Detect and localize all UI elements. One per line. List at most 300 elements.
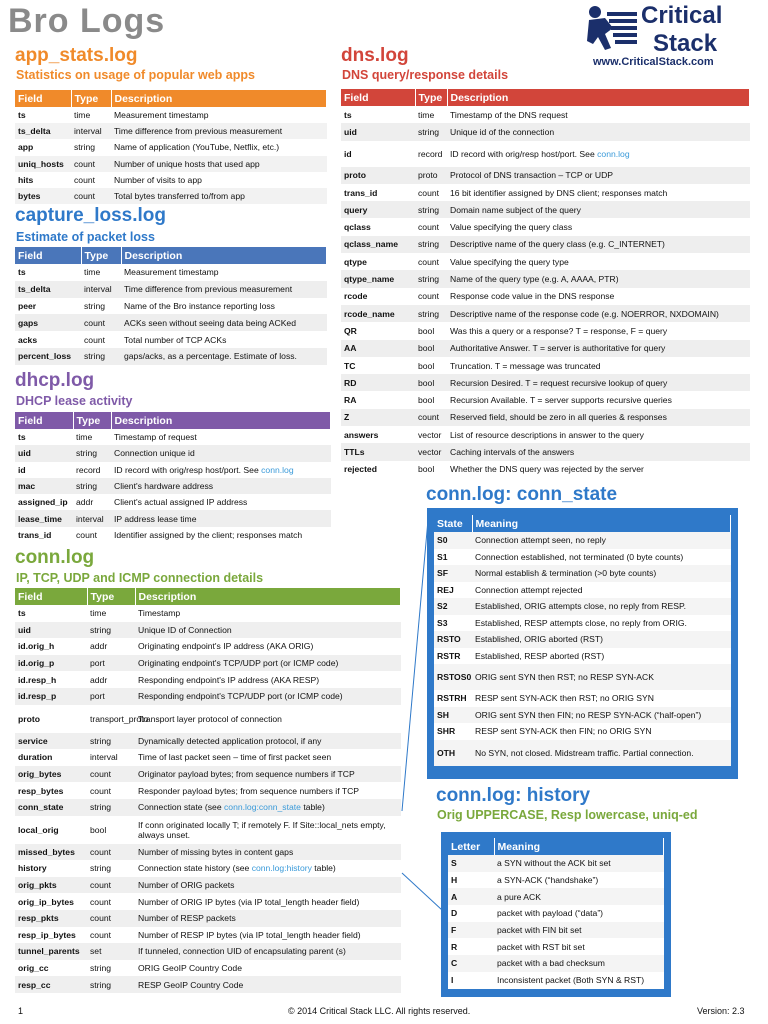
description-cell — [135, 960, 401, 977]
type-cell: string — [81, 348, 121, 365]
description-cell — [447, 167, 750, 184]
logo-word-critical: Critical — [641, 2, 723, 29]
field-cell: qtype_name — [341, 270, 415, 287]
type-cell: count — [418, 256, 440, 267]
field-cell: I — [448, 972, 494, 989]
type-cell: count — [76, 529, 98, 540]
type-cell: interval — [81, 281, 121, 298]
field-cell: rcode_name — [341, 305, 415, 322]
type-cell: addr — [90, 641, 108, 652]
description-text: Total number of TCP ACKs — [124, 334, 227, 345]
table-row — [15, 893, 401, 910]
conn-subtitle: IP, TCP, UDP and ICMP connection details — [16, 571, 264, 585]
description-cell — [447, 357, 750, 374]
type-cell: bool — [415, 340, 447, 357]
description-cell — [447, 218, 750, 235]
table-row — [341, 123, 750, 140]
table-row — [15, 462, 331, 478]
table-row — [15, 188, 327, 204]
description-cell — [111, 107, 327, 123]
description-cell — [447, 426, 750, 443]
description-text: Number of ORIG packets — [138, 880, 235, 891]
field-cell: uid — [15, 445, 73, 461]
field-cell: uniq_hosts — [15, 156, 71, 172]
type-cell: string — [90, 863, 112, 874]
field-cell: RSTR — [434, 648, 472, 665]
description-cell — [135, 733, 401, 750]
type-cell: vector — [415, 443, 447, 460]
type-cell: string — [87, 799, 135, 816]
description-text: Name of application (YouTube, Netflix, etc.) — [114, 142, 280, 153]
description-text: ORIG sent SYN then FIN; no RESP SYN-ACK (“half-open”) — [475, 709, 702, 720]
description-text: List of resource descriptions in answer to the query — [450, 429, 644, 440]
description-text: Client's hardware address — [114, 481, 214, 492]
field-cell: conn_state — [15, 799, 87, 816]
field-cell: ts — [18, 432, 26, 443]
description-cell — [447, 391, 750, 408]
field-cell: TTLs — [341, 443, 415, 460]
description-text: a SYN without the ACK bit set — [497, 858, 611, 869]
type-cell: count — [84, 334, 106, 345]
field-cell: query — [341, 201, 415, 218]
table-row — [15, 749, 401, 766]
description-text: Name of the query type (e.g. A, AAAA, PTR) — [450, 274, 619, 285]
description-cell — [494, 855, 664, 872]
table-row — [15, 782, 401, 799]
col-header: Meaning — [472, 515, 731, 532]
description-text: packet with RST bit set — [497, 941, 585, 952]
col-header: Field — [15, 90, 71, 107]
table-row — [341, 305, 750, 322]
connector-lines — [400, 500, 440, 920]
description-text: 16 bit identifier assigned by DNS client; responses match — [450, 187, 668, 198]
col-header: Description — [135, 588, 401, 605]
description-cell — [447, 141, 750, 167]
app-stats-table — [15, 90, 327, 204]
col-header: Description — [111, 412, 331, 429]
description-cell — [135, 688, 401, 705]
field-cell: RSTO — [434, 631, 472, 648]
table-row — [434, 615, 731, 632]
description-text: Value specifying the query type — [450, 256, 569, 267]
type-cell: interval — [90, 752, 118, 763]
table-row — [15, 139, 327, 155]
type-cell: count — [90, 785, 112, 796]
col-header: State — [434, 515, 472, 532]
table-row — [341, 391, 750, 408]
dhcp-title: dhcp.log — [15, 370, 95, 391]
description-cell — [135, 877, 401, 894]
type-cell: time — [418, 109, 435, 120]
description-suffix: table) — [300, 802, 325, 813]
table-row — [15, 671, 401, 688]
table-row — [434, 723, 731, 740]
description-cell — [121, 298, 327, 315]
description-cell — [472, 532, 731, 549]
page-number: 1 — [18, 1006, 24, 1016]
description-cell — [494, 938, 664, 955]
col-header: Type — [415, 89, 447, 106]
field-cell: app — [18, 142, 34, 153]
type-cell: string — [415, 201, 447, 218]
description-text: Established, ORIG aborted (RST) — [475, 634, 603, 645]
description-text: ID record with orig/resp host/port. See — [114, 464, 262, 475]
description-text: If conn originated locally T; if remotely F. If Site::local_nets empty, always unset. — [138, 819, 386, 840]
col-header: Letter — [448, 838, 494, 855]
description-cell — [121, 264, 327, 281]
description-text: Reserved field, should be zero in all queries & responses — [450, 412, 667, 423]
description-text: ORIG GeoIP Country Code — [138, 962, 242, 973]
description-text: Inconsistent packet (Both SYN & RST) — [497, 975, 645, 986]
description-cell — [111, 478, 331, 494]
type-cell: count — [87, 766, 135, 783]
table-row — [341, 322, 750, 339]
col-header: Field — [15, 247, 81, 264]
field-cell: hits — [18, 174, 34, 185]
description-text: Connection attempt seen, no reply — [475, 535, 606, 546]
col-header: Type — [71, 90, 111, 107]
table-row — [15, 429, 331, 445]
table-row — [15, 348, 327, 365]
description-text: Measurement timestamp — [114, 110, 209, 121]
description-text: Recursion Available. T = server supports recursive queries — [450, 395, 672, 406]
field-cell: missed_bytes — [15, 844, 87, 861]
field-cell: gaps — [15, 314, 81, 331]
description-cell — [472, 631, 731, 648]
type-cell: bool — [418, 464, 435, 475]
cross-reference-link[interactable]: conn.log:history — [251, 863, 312, 874]
description-text: Caching intervals of the answers — [450, 446, 575, 457]
table-row — [15, 123, 327, 139]
description-cell — [447, 270, 750, 287]
capture-loss-title: capture_loss.log — [15, 205, 166, 226]
field-cell: ts — [18, 608, 26, 619]
field-cell: ts_delta — [15, 281, 81, 298]
field-cell: RA — [344, 395, 357, 406]
description-cell — [111, 172, 327, 188]
field-cell: RSTRH — [434, 690, 472, 707]
table-row — [341, 218, 750, 235]
copyright: © 2014 Critical Stack LLC. All rights reserved. — [288, 1006, 471, 1016]
description-cell — [111, 462, 331, 478]
type-cell: count — [415, 409, 447, 426]
description-cell — [472, 648, 731, 665]
table-row — [448, 972, 664, 989]
description-text: Client's actual assigned IP address — [114, 497, 248, 508]
capture-loss-table — [15, 247, 327, 365]
field-cell: R — [448, 938, 494, 955]
cross-reference-link[interactable]: conn.log — [597, 148, 630, 159]
description-cell — [494, 872, 664, 889]
description-cell — [135, 671, 401, 688]
field-cell: SHR — [434, 723, 472, 740]
description-cell — [494, 922, 664, 939]
field-cell: proto — [18, 713, 40, 724]
description-cell — [472, 740, 731, 766]
description-text: Originating endpoint's IP address (AKA ORIG) — [138, 641, 314, 652]
field-cell: uid — [341, 123, 415, 140]
conn-title: conn.log — [15, 547, 95, 568]
field-cell: mac — [15, 478, 73, 494]
field-cell: H — [448, 872, 494, 889]
table-row — [448, 905, 664, 922]
table-row — [15, 298, 327, 315]
description-cell — [472, 690, 731, 707]
col-header: Field — [15, 412, 73, 429]
field-cell: service — [15, 733, 87, 750]
field-cell: assigned_ip — [18, 497, 68, 508]
table-row — [448, 855, 664, 872]
table-row — [15, 976, 401, 993]
description-cell — [447, 201, 750, 218]
type-cell: string — [84, 300, 106, 311]
type-cell: count — [81, 314, 121, 331]
field-cell: percent_loss — [15, 348, 81, 365]
field-cell: AA — [341, 340, 415, 357]
history-title: conn.log: history — [436, 785, 591, 806]
field-cell: tunnel_parents — [15, 943, 87, 960]
description-suffix: table) — [311, 863, 336, 874]
description-text: Identifier assigned by the client; responses match — [114, 529, 303, 540]
description-text: Connection state (see — [138, 802, 224, 813]
description-cell — [494, 888, 664, 905]
description-cell — [111, 494, 331, 510]
description-cell — [135, 799, 401, 816]
field-cell: id.resp_p — [15, 688, 87, 705]
field-cell: acks — [18, 334, 38, 345]
description-cell — [121, 314, 327, 331]
description-text: Responding endpoint's IP address (AKA RESP) — [138, 674, 320, 685]
description-cell — [121, 348, 327, 365]
description-text: Time difference from previous measurement — [114, 126, 283, 137]
description-cell — [494, 905, 664, 922]
cross-reference-link[interactable]: conn.log — [261, 464, 294, 475]
field-cell: orig_pkts — [15, 877, 87, 894]
col-header: Field — [15, 588, 87, 605]
description-text: Number of missing bytes in content gaps — [138, 846, 294, 857]
description-text: Time of last packet seen – time of first packet seen — [138, 752, 332, 763]
type-cell: interval — [73, 510, 111, 526]
description-text: Number of RESP packets — [138, 913, 236, 924]
field-cell: qclass_name — [341, 236, 415, 253]
description-cell — [472, 664, 731, 690]
field-cell: rejected — [344, 464, 377, 475]
table-row — [341, 106, 750, 123]
type-cell: time — [74, 110, 91, 121]
description-text: Timestamp — [138, 608, 181, 619]
description-cell — [135, 976, 401, 993]
description-text: Name of the Bro instance reporting loss — [124, 300, 275, 311]
description-cell — [447, 461, 750, 478]
description-text: Measurement timestamp — [124, 267, 219, 278]
app-stats-title: app_stats.log — [15, 45, 138, 66]
type-cell: interval — [71, 123, 111, 139]
field-cell: Z — [341, 409, 415, 426]
dns-title: dns.log — [341, 45, 409, 66]
table-row — [434, 690, 731, 707]
description-cell — [135, 605, 401, 622]
type-cell: string — [415, 270, 447, 287]
type-cell: addr — [76, 497, 94, 508]
table-row — [341, 236, 750, 253]
description-cell — [135, 705, 401, 733]
description-text: Descriptive name of the query class (e.g. C_INTERNET) — [450, 239, 665, 250]
description-text: Unique ID of Connection — [138, 624, 232, 635]
description-text: Truncation. T = message was truncated — [450, 360, 601, 371]
col-header: Field — [341, 89, 415, 106]
type-cell: addr — [90, 674, 108, 685]
description-cell — [447, 288, 750, 305]
type-cell: count — [90, 929, 112, 940]
table-row — [15, 264, 327, 281]
field-cell: resp_bytes — [18, 785, 64, 796]
app-stats-subtitle: Statistics on usage of popular web apps — [16, 68, 255, 82]
description-text: Timestamp of the DNS request — [450, 109, 568, 120]
cross-reference-link[interactable]: conn.log:conn_state — [224, 802, 301, 813]
table-row — [448, 888, 664, 905]
field-cell: F — [448, 922, 494, 939]
description-text: packet with FIN bit set — [497, 925, 582, 936]
type-cell: transport_proto — [90, 713, 149, 724]
table-row — [15, 510, 331, 526]
table-row — [341, 167, 750, 184]
field-cell: orig_cc — [18, 962, 49, 973]
dhcp-subtitle: DHCP lease activity — [16, 394, 133, 408]
table-row — [15, 910, 401, 927]
table-row — [15, 478, 331, 494]
type-cell: record — [76, 464, 101, 475]
description-cell — [135, 622, 401, 639]
description-cell — [472, 582, 731, 599]
field-cell: S0 — [434, 532, 472, 549]
description-text: Connection attempt rejected — [475, 584, 583, 595]
table-row — [341, 426, 750, 443]
description-text: packet with payload (“data”) — [497, 908, 604, 919]
description-text: No SYN, not closed. Midstream traffic. Partial connection. — [475, 747, 694, 758]
description-cell — [135, 638, 401, 655]
type-cell: count — [74, 174, 96, 185]
type-cell: string — [90, 962, 112, 973]
field-cell: local_orig — [18, 824, 59, 835]
type-cell: count — [87, 910, 135, 927]
field-cell: ts — [18, 267, 26, 278]
description-text: Value specifying the query class — [450, 222, 573, 233]
field-cell: id — [344, 148, 352, 159]
description-text: Connection established, not terminated (0 byte counts) — [475, 551, 684, 562]
description-cell — [135, 816, 401, 844]
table-row — [15, 527, 331, 543]
description-cell — [447, 374, 750, 391]
description-text: ORIG sent SYN then RST; no RESP SYN-ACK — [475, 672, 654, 682]
description-text: packet with a bad checksum — [497, 958, 605, 969]
type-cell: count — [87, 877, 135, 894]
field-cell: SF — [434, 565, 472, 582]
table-row — [15, 960, 401, 977]
type-cell: string — [87, 976, 135, 993]
table-row — [434, 532, 731, 549]
description-text: gaps/acks, as a percentage. Estimate of loss. — [124, 351, 297, 362]
table-row — [341, 253, 750, 270]
description-cell — [135, 910, 401, 927]
logo-word-stack: Stack — [653, 30, 718, 57]
description-text: Established, RESP aborted (RST) — [475, 650, 605, 661]
description-cell — [135, 655, 401, 672]
description-text: Connection unique id — [114, 448, 195, 459]
description-cell — [111, 510, 331, 526]
table-row — [341, 141, 750, 167]
description-cell — [135, 782, 401, 799]
type-cell: time — [90, 608, 107, 619]
logo-url[interactable]: www.CriticalStack.com — [593, 56, 714, 68]
table-row — [448, 922, 664, 939]
table-row — [434, 598, 731, 615]
history-subtitle: Orig UPPERCASE, Resp lowercase, uniq-ed — [437, 808, 698, 822]
table-row — [15, 816, 401, 844]
description-cell — [447, 322, 750, 339]
type-cell: count — [418, 291, 440, 302]
description-text: Response code value in the DNS response — [450, 291, 615, 302]
type-cell: string — [73, 478, 111, 494]
table-row — [15, 927, 401, 944]
field-cell: proto — [341, 167, 415, 184]
field-cell: ts_delta — [15, 123, 71, 139]
table-row — [15, 799, 401, 816]
field-cell: rcode — [344, 291, 368, 302]
type-cell: time — [76, 432, 93, 443]
field-cell: QR — [344, 325, 357, 336]
description-cell — [121, 331, 327, 348]
type-cell: bool — [90, 824, 107, 835]
description-cell — [447, 123, 750, 140]
field-cell: OTH — [434, 740, 472, 766]
description-text: Number of ORIG IP bytes (via IP total_length header field) — [138, 896, 360, 907]
table-row — [15, 107, 327, 123]
description-cell — [447, 236, 750, 253]
dns-table — [341, 89, 750, 478]
description-cell — [135, 749, 401, 766]
col-header: Type — [73, 412, 111, 429]
field-cell: qclass — [344, 222, 371, 233]
runner-logo-icon — [583, 4, 641, 56]
type-cell: string — [74, 142, 96, 153]
type-cell: count — [418, 222, 440, 233]
table-row — [15, 494, 331, 510]
description-cell — [472, 723, 731, 740]
description-text: Originating endpoint's TCP/UDP port (or ICMP code) — [138, 658, 339, 669]
field-cell: orig_ip_bytes — [18, 896, 74, 907]
description-cell — [447, 106, 750, 123]
table-row — [15, 281, 327, 298]
col-header: Type — [87, 588, 135, 605]
description-text: Protocol of DNS transaction – TCP or UDP — [450, 170, 614, 181]
description-cell — [447, 409, 750, 426]
description-text: a SYN-ACK (“handshake”) — [497, 875, 599, 886]
type-cell: port — [87, 655, 135, 672]
type-cell: bool — [415, 374, 447, 391]
field-cell: resp_pkts — [15, 910, 87, 927]
type-cell: bool — [418, 325, 435, 336]
field-cell: REJ — [434, 582, 472, 599]
table-row — [448, 872, 664, 889]
description-cell — [472, 549, 731, 566]
table-row — [15, 156, 327, 172]
field-cell: uid — [15, 622, 87, 639]
type-cell: set — [87, 943, 135, 960]
dns-subtitle: DNS query/response details — [342, 68, 509, 82]
description-text: If tunneled, connection UID of encapsulating parent (s) — [138, 946, 346, 957]
description-cell — [447, 340, 750, 357]
table-row — [341, 461, 750, 478]
